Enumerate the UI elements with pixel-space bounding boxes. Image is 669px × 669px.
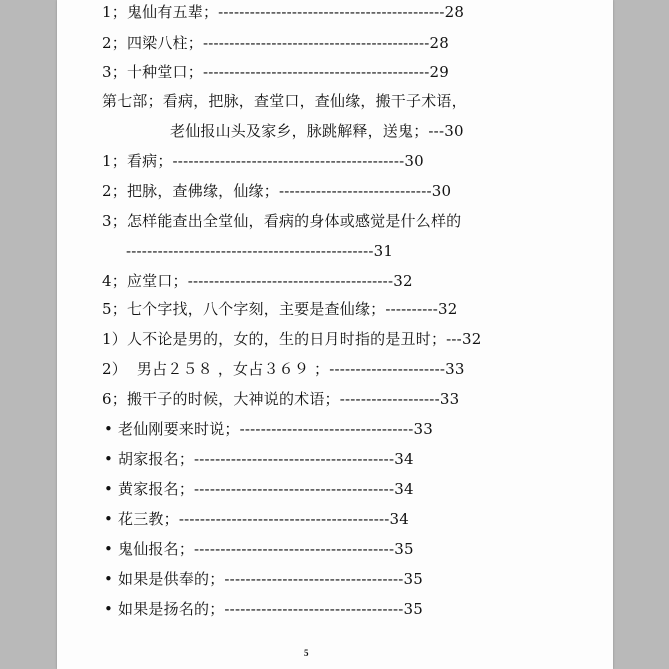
toc-line-5: 老仙报山头及家乡，脉跳解释，送鬼；---30: [170, 122, 464, 140]
toc-line-13: 2） 男占２５８ ，女占３６９ ；----------------------33: [102, 360, 465, 378]
toc-line-12: 1）人不论是男的，女的，生的日月时指的是丑时；---32: [102, 330, 482, 348]
page-number: 5: [304, 648, 309, 658]
toc-line-3: 3；十种堂口；-------------------------------------------29: [102, 63, 449, 81]
toc-line-18: • 花三教；----------------------------------------34: [104, 510, 410, 528]
toc-line-1: 1；鬼仙有五辈；-------------------------------------------28: [102, 3, 465, 21]
toc-line-9: -----------------------------------------------31: [126, 242, 394, 260]
toc-line-14: 6；搬干子的时候，大神说的术语；-------------------33: [102, 390, 460, 408]
toc-line-15: • 老仙刚要来时说；---------------------------------33: [104, 420, 433, 438]
document-page: [57, 0, 613, 669]
toc-line-7: 2；把脉，查佛缘，仙缘；-----------------------------30: [102, 182, 452, 200]
toc-line-19: • 鬼仙报名；--------------------------------------35: [104, 540, 414, 558]
toc-line-10: 4；应堂口；---------------------------------------32: [102, 272, 413, 290]
toc-line-20: • 如果是供奉的；----------------------------------35: [104, 570, 424, 588]
toc-line-8: 3；怎样能查出全堂仙，看病的身体或感觉是什么样的: [102, 212, 462, 230]
toc-line-4: 第七部；看病，把脉，查堂口，查仙缘，搬干子术语，: [102, 92, 467, 110]
toc-line-6: 1；看病；--------------------------------------------30: [102, 152, 424, 170]
toc-line-21: • 如果是扬名的；----------------------------------35: [104, 600, 424, 618]
toc-line-11: 5；七个字找，八个字刻，主要是查仙缘；----------32: [102, 300, 458, 318]
toc-line-16: • 胡家报名；--------------------------------------34: [104, 450, 414, 468]
toc-line-2: 2；四梁八柱；-------------------------------------------28: [102, 34, 449, 52]
toc-line-17: • 黄家报名；--------------------------------------34: [104, 480, 414, 498]
